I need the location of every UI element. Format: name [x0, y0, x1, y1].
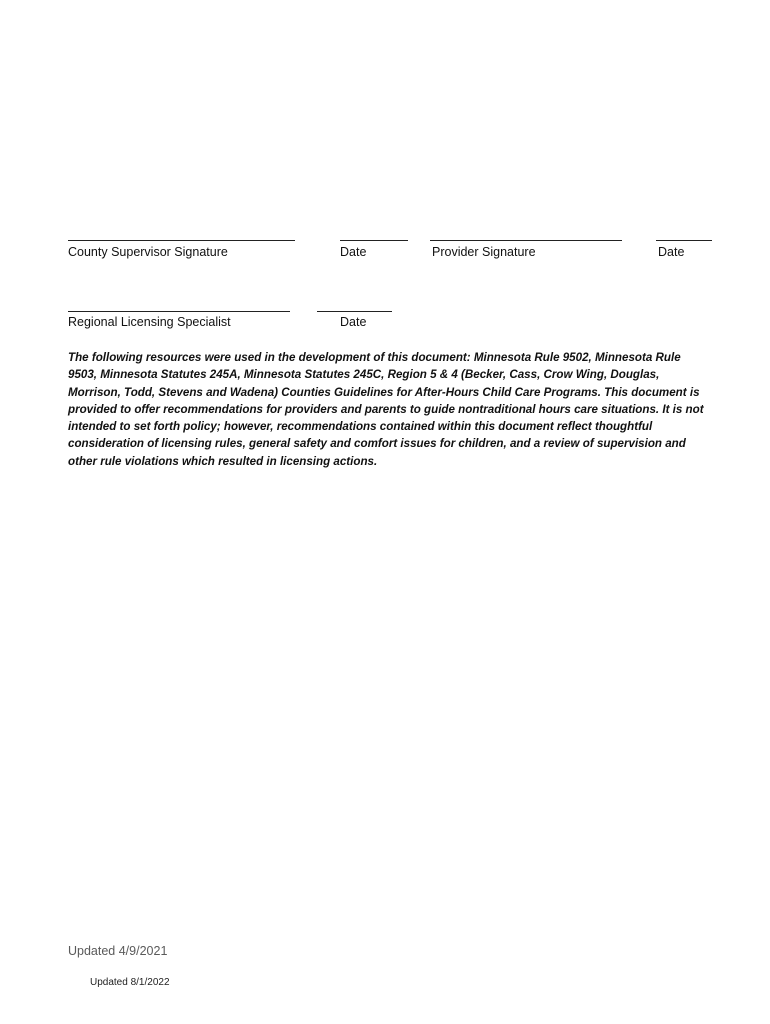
date-line-1	[340, 240, 408, 241]
regional-licensing-signature-line	[68, 311, 290, 312]
date-label-1: Date	[340, 245, 367, 259]
updated-note-2022: Updated 8/1/2022	[90, 977, 170, 988]
provider-signature-line	[430, 240, 622, 241]
county-supervisor-signature-label: County Supervisor Signature	[68, 245, 228, 259]
updated-note-2021: Updated 4/9/2021	[68, 944, 168, 958]
date-line-2	[656, 240, 712, 241]
date-label-3: Date	[340, 315, 367, 329]
date-line-3	[317, 311, 392, 312]
county-supervisor-signature-line	[68, 240, 295, 241]
provider-signature-label: Provider Signature	[432, 245, 536, 259]
regional-licensing-specialist-label: Regional Licensing Specialist	[68, 315, 231, 329]
date-label-2: Date	[658, 245, 685, 259]
resources-paragraph: The following resources were used in the development of this document: Minnesota Rule 9502, Minnesota Rule 9503, Minnesota Statutes 245A, Minnesota Statutes 245C, Region 5 & 4 (Becker, Cass, Crow Wing, Douglas, Morrison, Todd, Stevens and Wadena) Counties Guidelines for After-Hours Child Care Programs. This document is provided to offer recommendations for providers and parents to guide nontraditional hours care situations. It is not intended to set forth policy; however, recommendations contained within this document reflect thoughtful consideration of licensing rules, general safety and comfort issues for children, and a review of supervision and other rule violations which resulted in licensing actions.	[68, 351, 704, 468]
